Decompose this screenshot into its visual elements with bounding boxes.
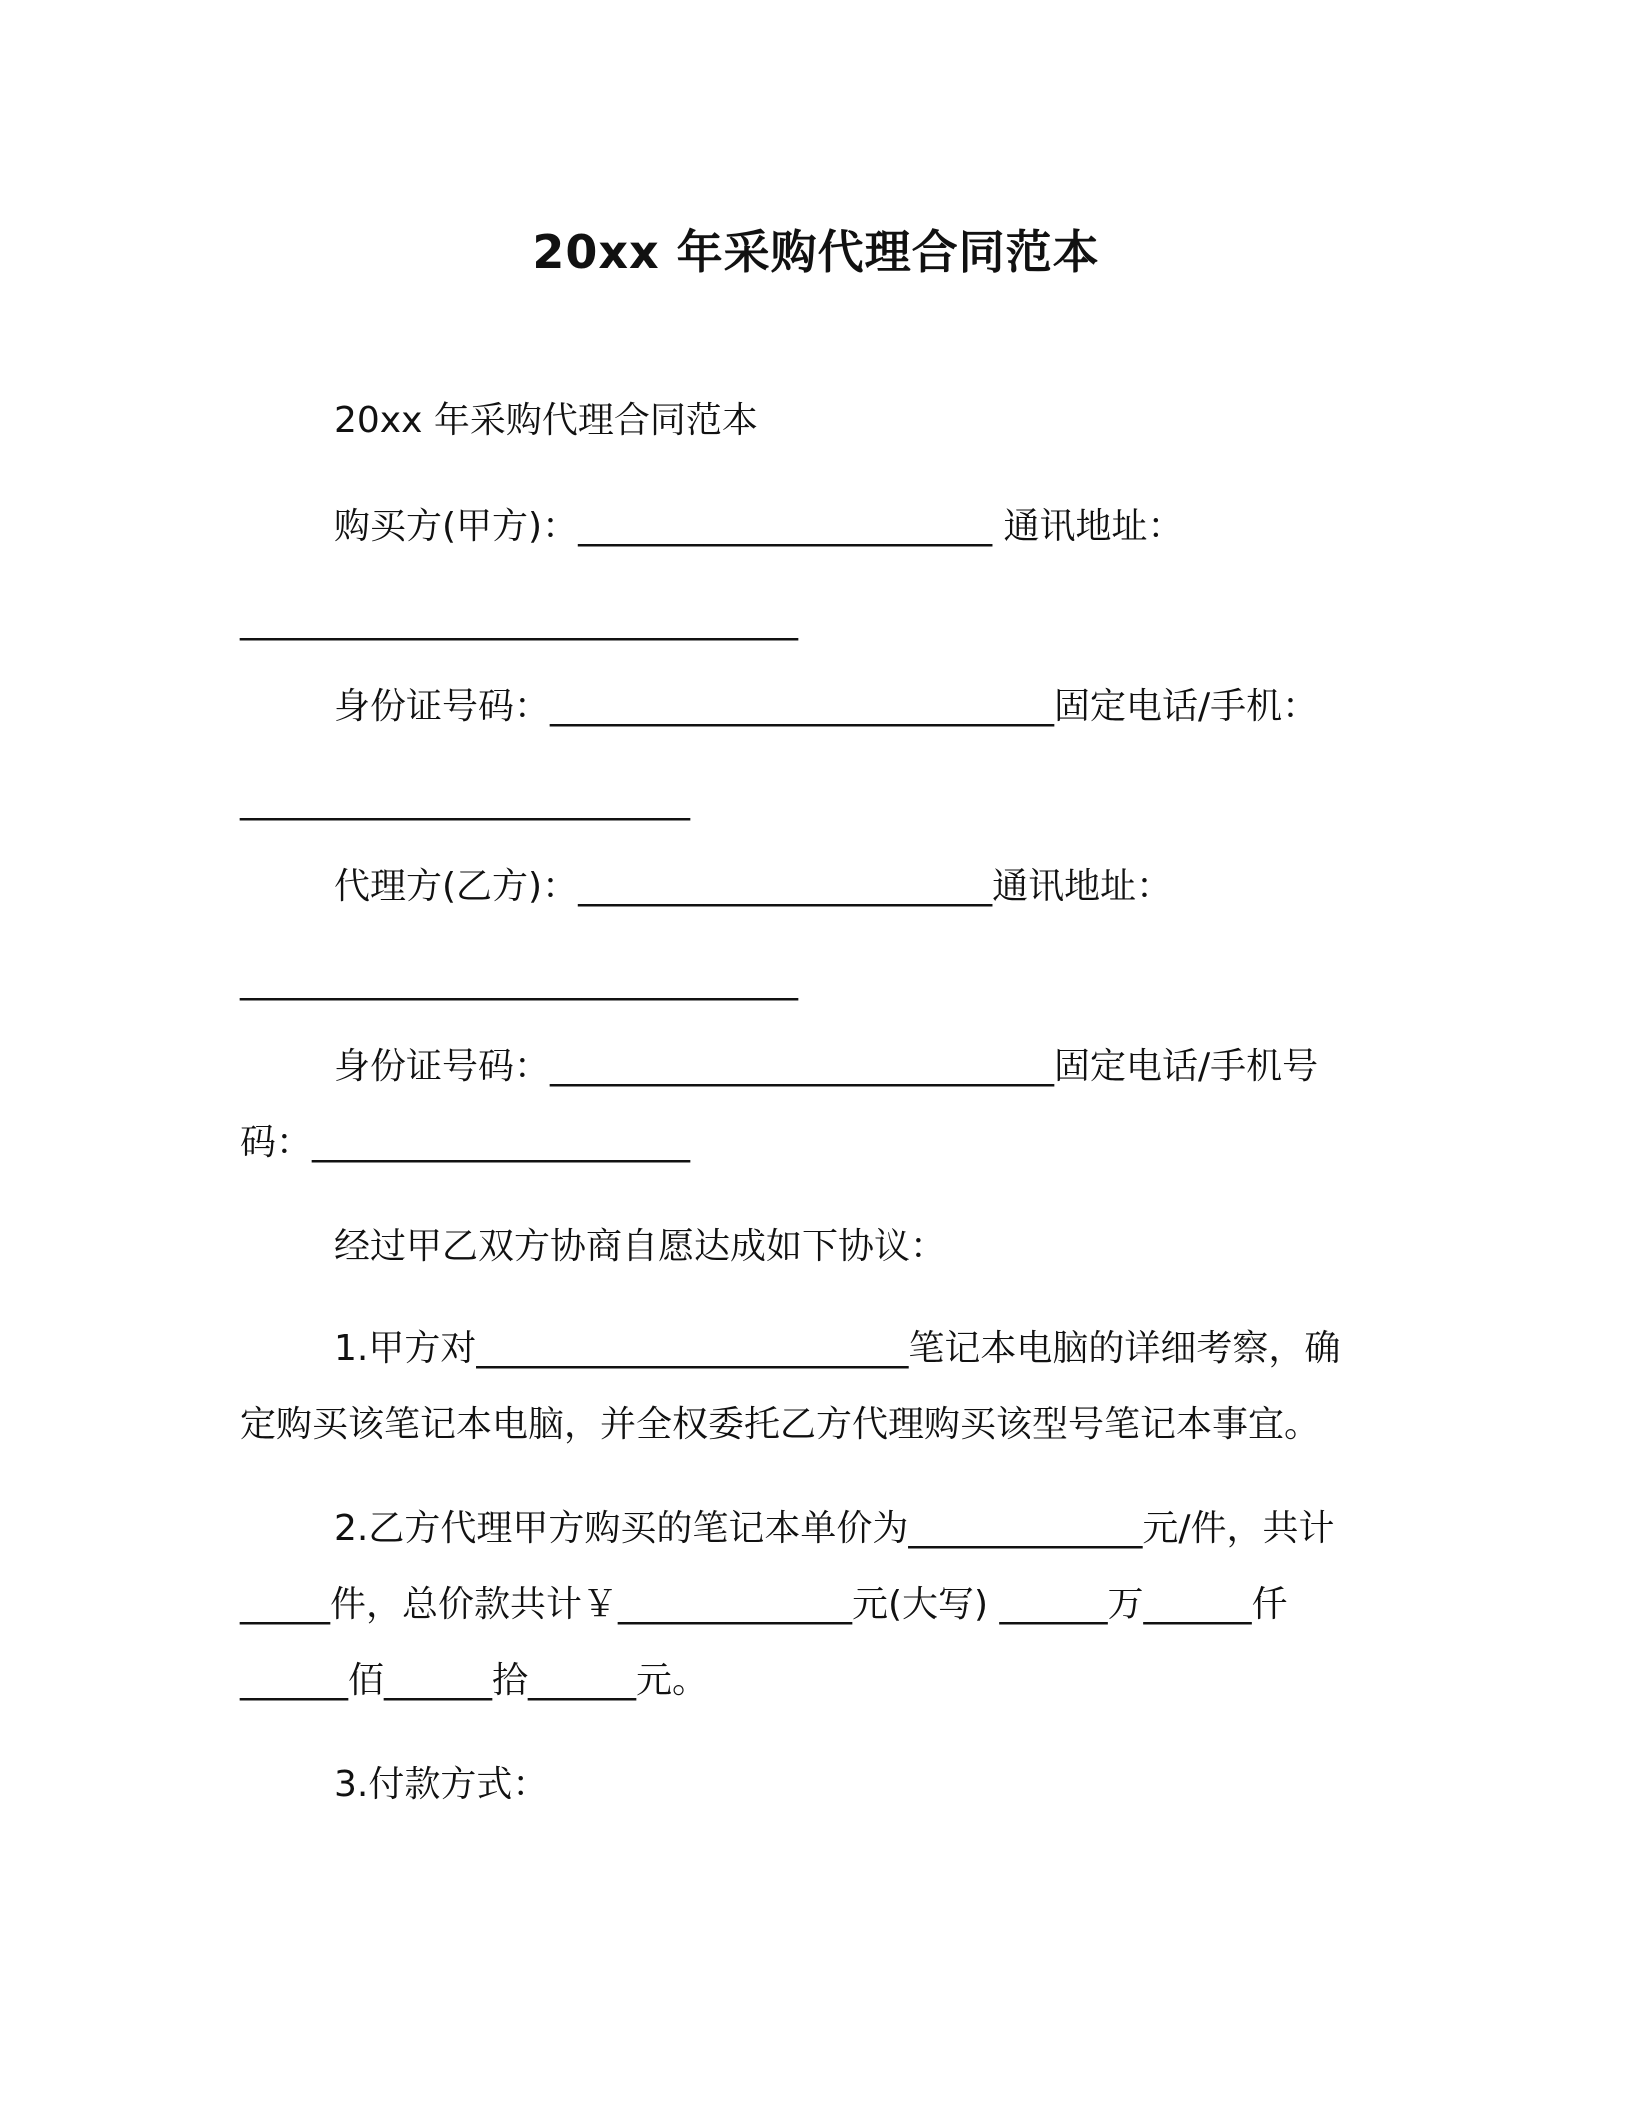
clause-3-line: 3.付款方式： [334, 1764, 549, 1805]
buyer-phone-blank: _________________________ [240, 780, 690, 821]
agent-line: 代理方(乙方)：_______________________通讯地址： [334, 866, 1173, 907]
subtitle-line: 20xx 年采购代理合同范本 [334, 400, 758, 441]
clause-1-line-1: 1.甲方对________________________笔记本电脑的详细考察，确 [334, 1328, 1341, 1369]
agent-address-blank: _______________________________ [240, 960, 798, 1001]
clause-2-line-1: 2.乙方代理甲方购买的笔记本单价为_____________元/件，共计 [334, 1508, 1335, 1549]
agreement-intro: 经过甲乙双方协商自愿达成如下协议： [334, 1226, 947, 1267]
buyer-line: 购买方(甲方)：_______________________ 通讯地址： [334, 506, 1184, 547]
buyer-id-line: 身份证号码：____________________________固定电话/手机： [334, 686, 1319, 727]
buyer-address-blank: _______________________________ [240, 600, 798, 641]
agent-id-line: 身份证号码：____________________________固定电话/手机号 [334, 1046, 1319, 1087]
agent-phone-line: 码：_____________________ [240, 1122, 691, 1163]
clause-2-line-3: ______佰______拾______元。 [240, 1660, 709, 1701]
document-title: 20xx 年采购代理合同范本 [532, 225, 1100, 279]
clause-1-line-2: 定购买该笔记本电脑，并全权委托乙方代理购买该型号笔记本事宜。 [240, 1404, 1321, 1445]
clause-2-line-2: _____件，总价款共计￥_____________元(大写) ______万______仟 [240, 1584, 1288, 1625]
